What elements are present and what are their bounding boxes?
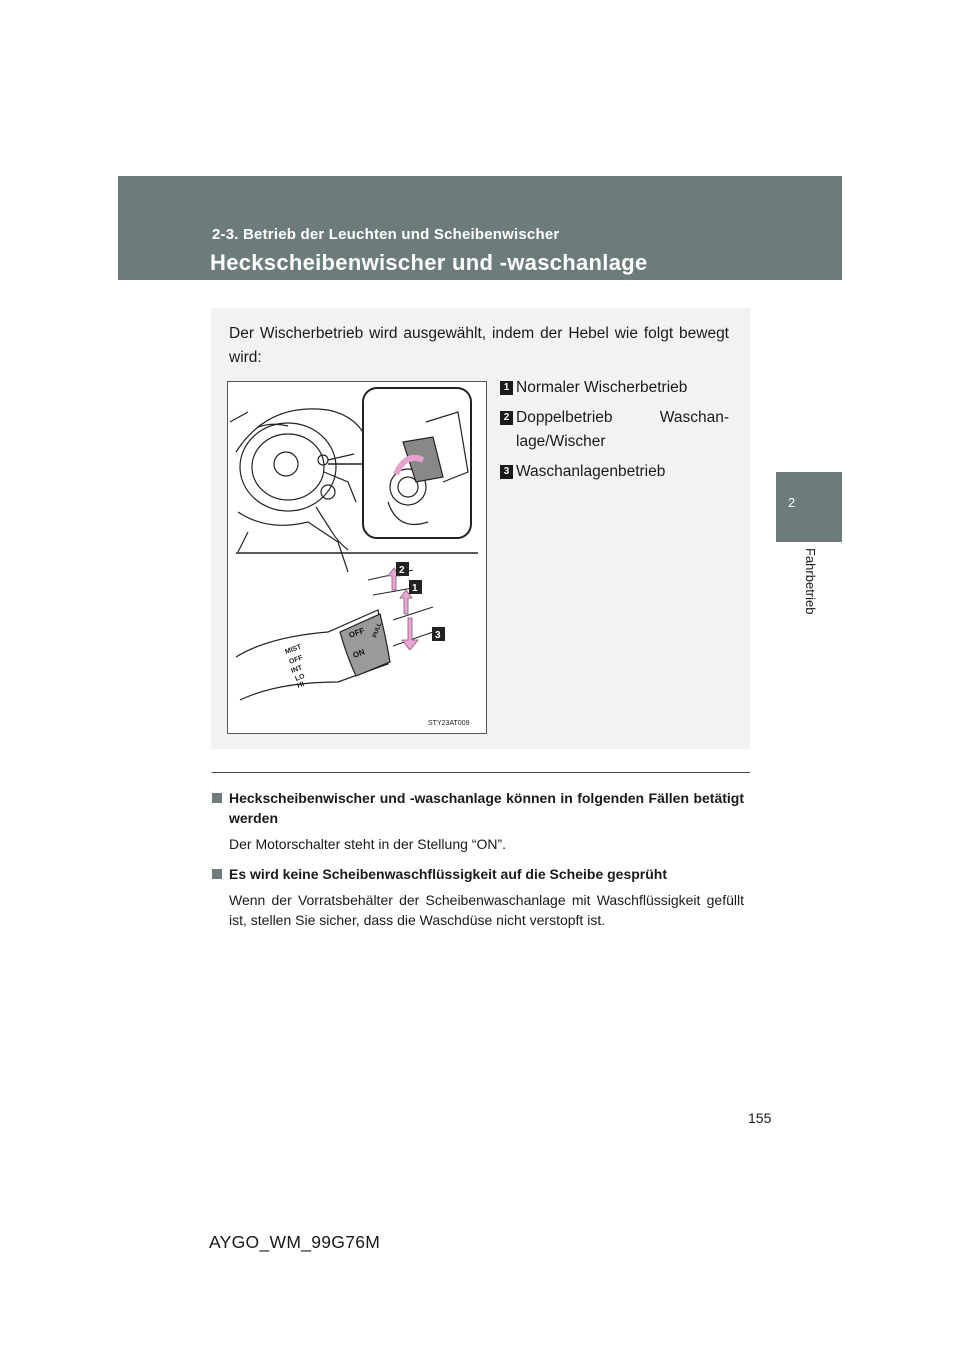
wiper-lever-figure bbox=[227, 381, 487, 734]
legend-item-2 bbox=[500, 406, 729, 454]
stalk-label-mist: MIST bbox=[284, 643, 303, 656]
switch-label-off: OFF bbox=[347, 625, 366, 640]
legend-item-3 bbox=[500, 460, 729, 484]
section-divider bbox=[212, 772, 750, 773]
page-number: 155 bbox=[748, 1110, 772, 1126]
note-body-2: Wenn der Vorratsbehälter der Scheibenwaschanlage mit Waschflüssigkeit gefüllt ist, stellen Sie sicher, dass die Waschdüse nicht verstopft ist. bbox=[229, 892, 744, 928]
badge-3: 3 bbox=[500, 465, 513, 479]
zoom-inset bbox=[328, 388, 471, 538]
stalk-label-off: OFF bbox=[288, 654, 304, 666]
badge-2: 2 bbox=[500, 411, 513, 425]
stalk-label-lo: LO bbox=[294, 672, 306, 683]
legend-item-1-text: Normaler Wischerbetrieb bbox=[516, 379, 688, 396]
intro-text: Der Wischerbetrieb wird ausgewählt, indem der Hebel wie folgt bewegt wird: bbox=[229, 325, 729, 366]
switch-label-pull: PULL bbox=[372, 621, 384, 639]
callout-3: 3 bbox=[435, 630, 441, 641]
callout-2: 2 bbox=[399, 565, 405, 576]
switch-label-on: ON bbox=[351, 647, 366, 660]
legend-item-1 bbox=[500, 376, 729, 400]
section-label: 2-3. Betrieb der Leuchten und Scheibenwischer bbox=[212, 226, 560, 243]
note-heading-1-text: Heckscheibenwischer und -waschanlage können in folgenden Fällen betätigt werden bbox=[229, 790, 744, 826]
note-body-1: Der Motorschalter steht in der Stellung “ON”. bbox=[229, 836, 506, 852]
wiper-lever-illustration bbox=[228, 382, 486, 733]
chapter-tab[interactable] bbox=[776, 472, 842, 542]
note-heading-2-text: Es wird keine Scheibenwaschflüssigkeit auf die Scheibe gesprüht bbox=[229, 866, 668, 882]
note-heading-2 bbox=[212, 864, 744, 884]
callout-1: 1 bbox=[412, 583, 418, 594]
bullet-square-icon bbox=[212, 793, 222, 803]
legend bbox=[500, 376, 729, 490]
notes bbox=[212, 788, 744, 940]
badge-1: 1 bbox=[500, 381, 513, 395]
stalk-label-int: INT bbox=[290, 664, 304, 675]
legend-item-3-text: Waschanlagenbetrieb bbox=[516, 463, 666, 480]
chapter-number: 2 bbox=[788, 495, 796, 510]
bullet-square-icon bbox=[212, 869, 222, 879]
legend-item-2-text-line2: lage/Wischer bbox=[516, 433, 606, 450]
callout-badges bbox=[396, 562, 445, 641]
figure-code: STY23AT009 bbox=[428, 720, 470, 727]
note-heading-1 bbox=[212, 788, 744, 828]
arrow-down-icon bbox=[402, 618, 418, 650]
chapter-label: Fahrbetrieb bbox=[803, 548, 818, 615]
wiper-stalk bbox=[236, 610, 390, 700]
dashboard-sketch bbox=[230, 409, 368, 572]
page-title: Heckscheibenwischer und -waschanlage bbox=[210, 250, 648, 275]
stalk-label-hi: HI bbox=[296, 680, 306, 690]
document-code: AYGO_WM_99G76M bbox=[209, 1232, 381, 1252]
legend-item-2-text-line1: Doppelbetrieb Waschan- bbox=[516, 409, 729, 426]
